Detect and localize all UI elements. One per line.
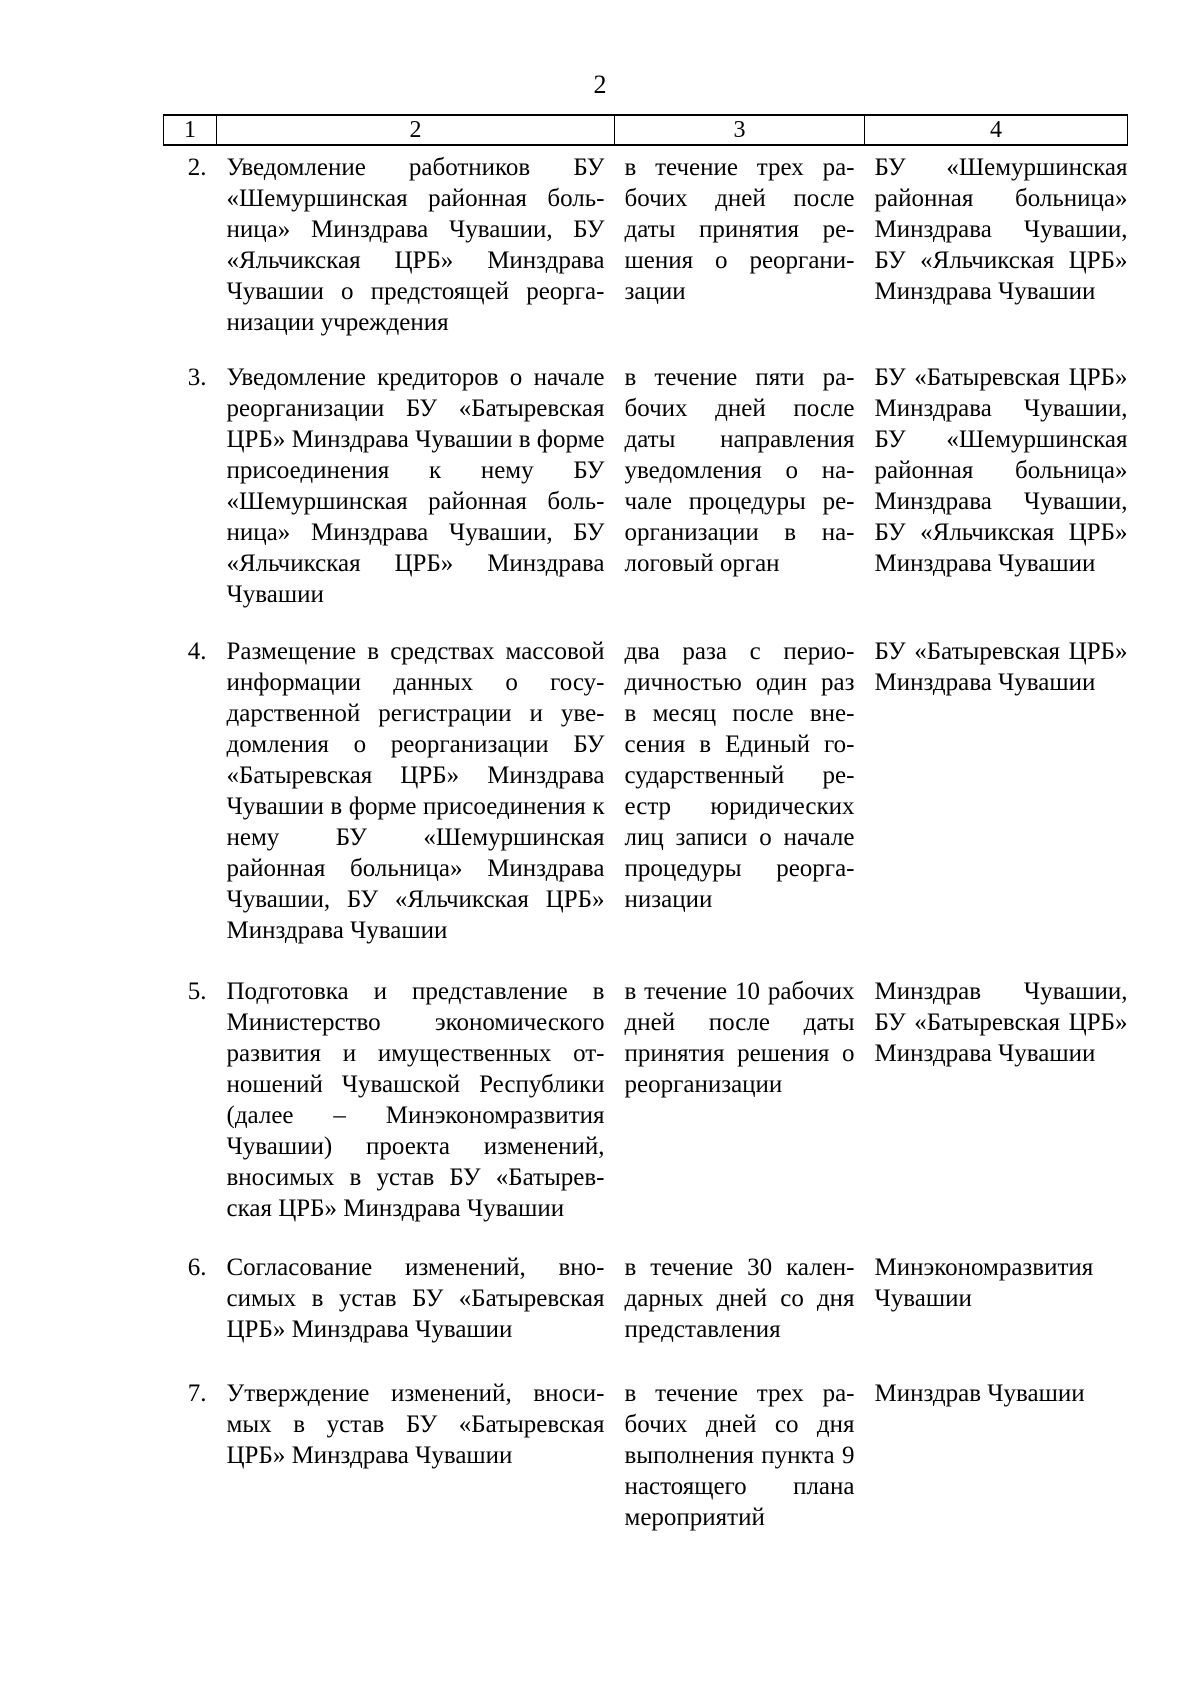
row-number: 3. bbox=[187, 364, 207, 391]
row-responsible: Минздрав Чувашии bbox=[874, 1380, 1085, 1407]
row-responsible: БУ «Батыревская ЦРБ» Минздрава Чувашии, БУ «Шемуршинская районная больница» Минздрава Чувашии, БУ «Яльчикская ЦРБ» Минздрава Чувашии bbox=[874, 364, 1128, 577]
row-deadline: в течение трех рабочих дней со дня выполнения пункта 9 настоящего плана мероприятий bbox=[624, 1380, 855, 1531]
table-body bbox=[164, 145, 1128, 1538]
header-col-4: 4 bbox=[865, 115, 1128, 145]
table-row bbox=[164, 1372, 1128, 1538]
row-responsible: Минэкономразвития Чувашии bbox=[874, 1254, 1094, 1312]
table-row bbox=[164, 970, 1128, 1246]
row-responsible: БУ «Шемуршинская районная больница» Минздрава Чувашии, БУ «Яльчикская ЦРБ» Минздрава Чувашии bbox=[874, 154, 1128, 305]
plan-table-container bbox=[163, 114, 1127, 1538]
row-deadline: в течение 30 календарных дней со дня представления bbox=[624, 1254, 855, 1343]
header-col-2: 2 bbox=[217, 115, 615, 145]
row-action: Утверждение изменений, вносимых в устав БУ «Батыревская ЦРБ» Минздрава Чувашии bbox=[226, 1380, 605, 1469]
row-deadline: в течение пяти рабочих дней после даты направления уведомления о начале процедуры реорганизации в налоговый орган bbox=[624, 364, 855, 577]
table-header bbox=[164, 115, 1128, 145]
header-col-1: 1 bbox=[164, 115, 217, 145]
row-number: 6. bbox=[187, 1254, 207, 1281]
row-deadline: в течение трех рабочих дней после даты принятия решения о реорганизации bbox=[624, 154, 855, 305]
table-row bbox=[164, 1246, 1128, 1372]
row-action: Уведомление работников БУ «Шемуршинская районная больница» Минздрава Чувашии, БУ «Яльчикская ЦРБ» Минздрава Чувашии о предстоящей реорганизации учреждения bbox=[226, 154, 605, 336]
row-action: Подготовка и представление в Министерство экономического развития и имущественных отношений Чувашской Республики (далее – Минэкономразвития Чувашии) проекта изменений, вносимых в устав БУ «Батыревская ЦРБ» Минздрава Чувашии bbox=[226, 978, 605, 1222]
table-row bbox=[164, 630, 1128, 970]
row-number: 2. bbox=[187, 154, 207, 181]
row-deadline: два раза с периодичностью один раз в месяц после внесения в Единый государственный реестр юридических лиц записи о начале процедуры реорганизации bbox=[624, 638, 855, 913]
row-responsible: БУ «Батыревская ЦРБ» Минздрава Чувашии bbox=[874, 638, 1128, 696]
row-deadline: в течение 10 рабочих дней после даты принятия решения о реорганизации bbox=[624, 978, 855, 1098]
plan-table bbox=[163, 114, 1128, 1538]
row-number: 5. bbox=[187, 978, 207, 1005]
row-action: Согласование изменений, вносимых в устав БУ «Батыревская ЦРБ» Минздрава Чувашии bbox=[226, 1254, 605, 1343]
table-row bbox=[164, 145, 1128, 356]
row-action: Размещение в средствах массовой информации данных о государственной регистрации и уведомления о реорганизации БУ «Батыревская ЦРБ» Минздрава Чувашии в форме присоединения к нему БУ «Шемуршинская районная больница» Минздрава Чувашии, БУ «Яльчикская ЦРБ» Минздрава Чувашии bbox=[226, 638, 605, 944]
row-action: Уведомление кредиторов о начале реорганизации БУ «Батыревская ЦРБ» Минздрава Чувашии в форме присоединения к нему БУ «Шемуршинская районная больница» Минздрава Чувашии, БУ «Яльчикская ЦРБ» Минздрава Чувашии bbox=[226, 364, 605, 608]
header-col-3: 3 bbox=[615, 115, 865, 145]
table-row bbox=[164, 356, 1128, 630]
row-number: 7. bbox=[187, 1380, 207, 1407]
row-number: 4. bbox=[187, 638, 207, 665]
header-row bbox=[164, 115, 1128, 145]
row-responsible: Минздрав Чувашии, БУ «Батыревская ЦРБ» Минздрава Чувашии bbox=[874, 978, 1128, 1067]
page-number: 2 bbox=[593, 70, 607, 99]
